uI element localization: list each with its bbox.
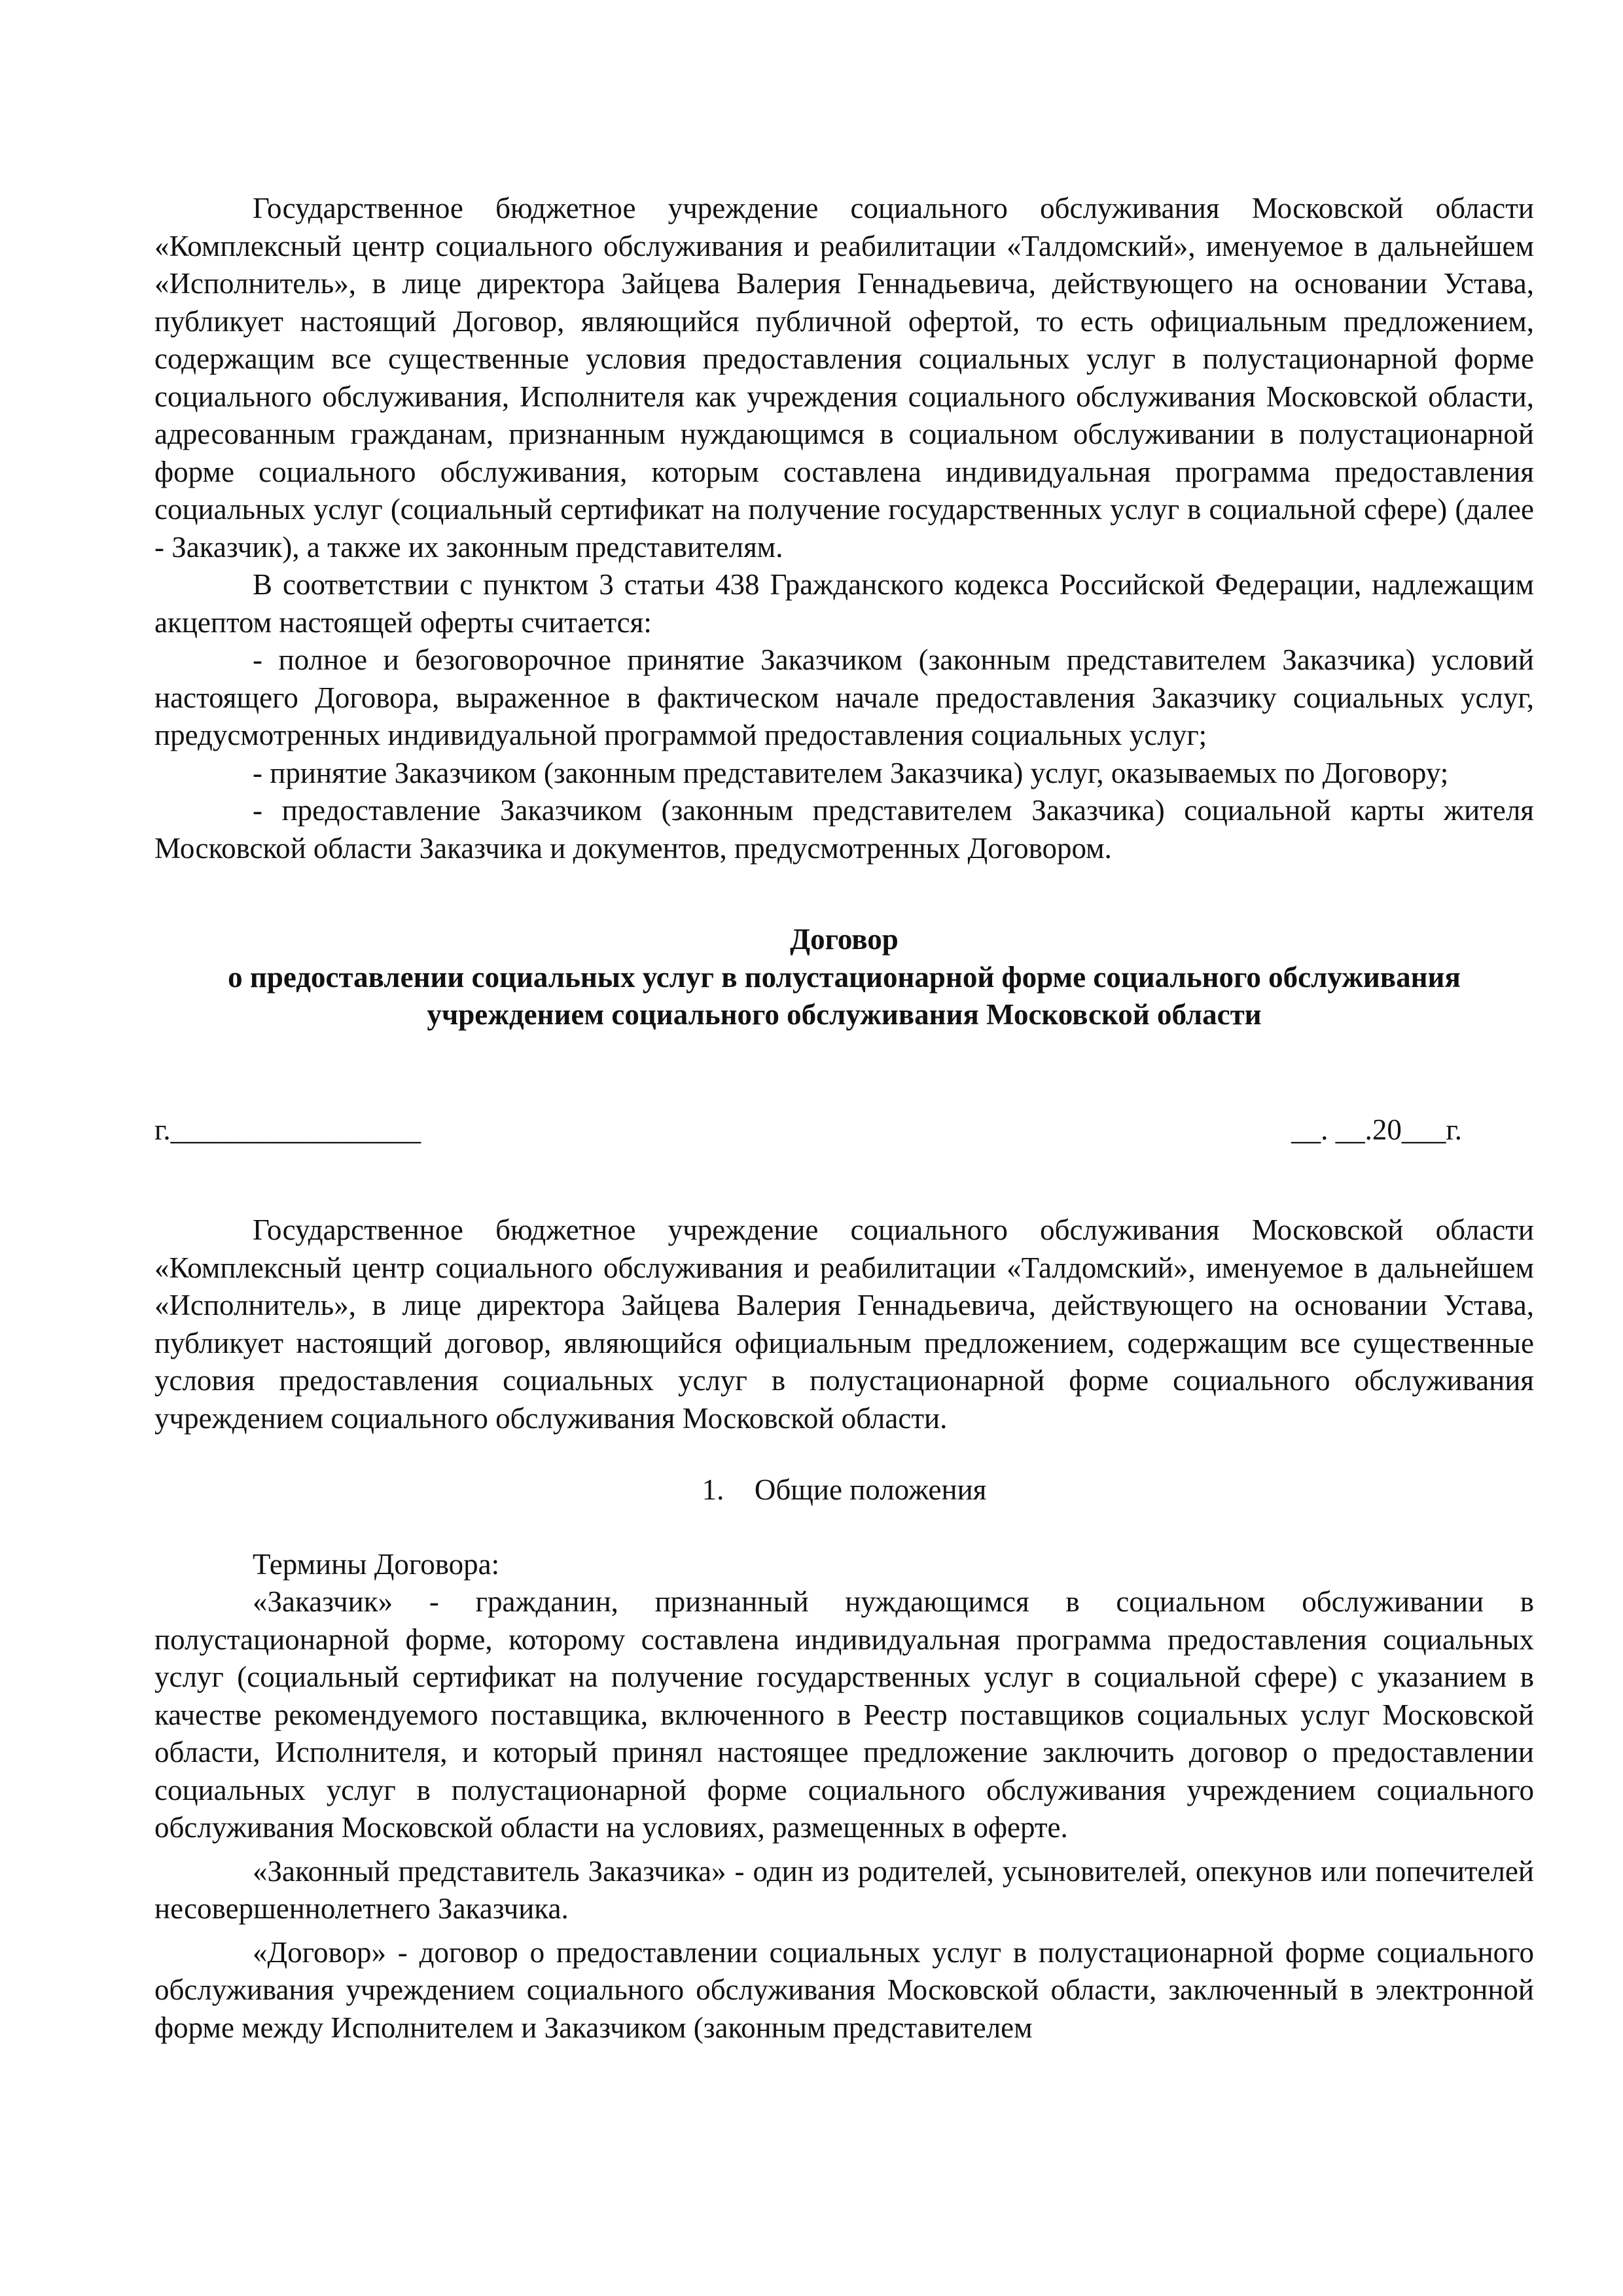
term-legal-representative: «Законный представитель Заказчика» - один из родителей, усыновителей, опекунов или попечителей несовершеннолетнего Заказчика. — [154, 1854, 1534, 1925]
document-page — [154, 190, 1534, 2047]
contract-title — [154, 921, 1534, 1034]
contract-title-line-2: о предоставлении социальных услуг в полустационарной форме социального обслуживания — [228, 960, 1461, 994]
term-customer: «Заказчик» - гражданин, признанный нуждающимся в социальном обслуживании в полустационарной форме, которому составлена индивидуальная программа предоставления социальных услуг (социальный сертификат на получение государственных услуг в социальной сфере) с указанием в качестве рекомендуемого поставщика, включенного в Реестр поставщиков социальных услуг Московской области, Исполнителя, и который принял настоящее предложение заключить договор о предоставлении социальных услуг в полустационарной форме социального обслуживания учреждением социального обслуживания Московской области на условиях, размещенных в оферте. — [154, 1585, 1534, 1844]
preamble-paragraph-2: В соответствии с пунктом 3 статьи 438 Гражданского кодекса Российской Федерации, надлежащим акцептом настоящей оферты считается: — [154, 568, 1534, 639]
date-field: __. __.20___г. — [1291, 1113, 1462, 1146]
acceptance-item-2: - принятие Заказчиком (законным представителем Заказчика) услуг, оказываемых по Договору; — [253, 756, 1449, 789]
preamble-paragraph-1: Государственное бюджетное учреждение социального обслуживания Московской области «Комплексный центр социального обслуживания и реабилитации «Талдомский», именуемое в дальнейшем «Исполнитель», в лице директора Зайцева Валерия Геннадьевича, действующего на основании Устава, публикует настоящий Договор, являющийся публичной офертой, то есть официальным предложением, содержащим все существенные условия предоставления социальных услуг в полустационарной форме социального обслуживания, Исполнителя как учреждения социального обслуживания Московской области, адресованным гражданам, признанным нуждающимся в социальном обслуживании в полустационарной форме социального обслуживания, которым составлена индивидуальная программа предоставления социальных услуг (социальный сертификат на получение государственных услуг в социальной сфере) (далее - Заказчик), а также их законным представителям. — [154, 192, 1534, 564]
place-date-row — [154, 1111, 1534, 1149]
section-1-heading — [154, 1471, 1534, 1509]
term-contract: «Договор» - договор о предоставлении социальных услуг в полустационарной форме социального обслуживания учреждением социального обслуживания Московской области, заключенный в электронной форме между Исполнителем и Заказчиком (законным представителем — [154, 1935, 1534, 2044]
section-1-number: 1. — [702, 1473, 724, 1506]
city-field: г._________________ — [154, 1113, 421, 1146]
contract-title-line-3: учреждением социального обслуживания Московской области — [427, 998, 1262, 1031]
acceptance-item-1: - полное и безоговорочное принятие Заказчиком (законным представителем Заказчика) условий настоящего Договора, выраженное в фактическом начале предоставления Заказчику социальных услуг, предусмотренных индивидуальной программой предоставления социальных услуг; — [154, 643, 1534, 751]
contract-title-line-1: Договор — [790, 923, 899, 956]
terms-heading: Термины Договора: — [253, 1547, 500, 1581]
intro-paragraph: Государственное бюджетное учреждение социального обслуживания Московской области «Комплексный центр социального обслуживания и реабилитации «Талдомский», именуемое в дальнейшем «Исполнитель», в лице директора Зайцева Валерия Геннадьевича, действующего на основании Устава, публикует настоящий договор, являющийся официальным предложением, содержащим все существенные условия предоставления социальных услуг в полустационарной форме социального обслуживания учреждением социального обслуживания Московской области. — [154, 1213, 1534, 1435]
acceptance-item-3: - предоставление Заказчиком (законным представителем Заказчика) социальной карты жителя Московской области Заказчика и документов, предусмотренных Договором. — [154, 794, 1534, 865]
section-1-title: Общие положения — [754, 1473, 987, 1506]
